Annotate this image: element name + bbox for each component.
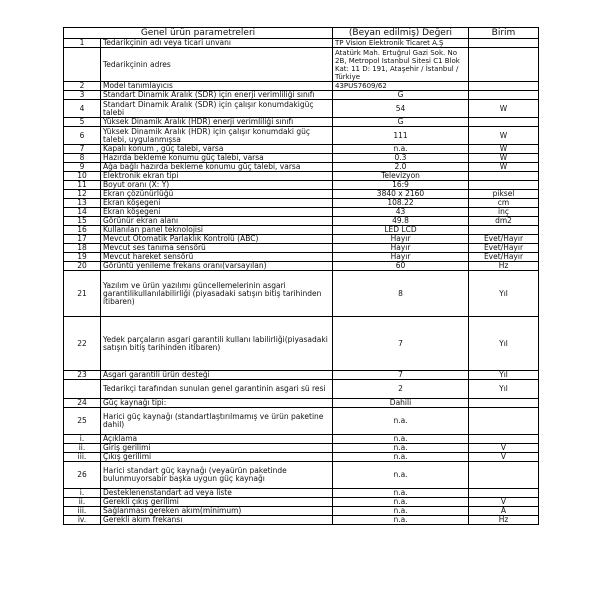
parameter-cell: Ekran köşegeni [101,208,333,217]
parameter-cell: Standart Dinamik Aralık (SDR) için çalışır konumdakigüç talebi [101,100,333,118]
parameter-cell: Model tanımlayıcıs [101,82,333,91]
value-cell: Televizyon [333,172,469,181]
value-cell: n.a. [333,462,469,489]
row-number: iii. [64,507,101,516]
row-number: 20 [64,262,101,271]
unit-cell: W [469,100,539,118]
table-row [64,181,539,190]
value-cell: 108.22 [333,199,469,208]
value-cell: G [333,118,469,127]
row-number: 6 [64,127,101,145]
unit-cell [469,82,539,91]
unit-cell: Hz [469,262,539,271]
row-number: 2 [64,82,101,91]
row-number: 25 [64,408,101,435]
row-number: 1 [64,39,101,48]
value-cell: 2.0 [333,163,469,172]
row-number [64,48,101,82]
value-cell: n.a. [333,516,469,525]
value-cell: n.a. [333,444,469,453]
parameter-cell: Çıkış gerilimi [101,453,333,462]
table-row [64,498,539,507]
row-number: iii. [64,453,101,462]
unit-cell: cm [469,199,539,208]
value-cell: Hayır [333,253,469,262]
value-cell: Hayır [333,244,469,253]
value-cell: G [333,91,469,100]
parameter-cell: Desteklenenstandart ad veya liste [101,489,333,498]
unit-cell: Evet/Hayır [469,244,539,253]
parameter-cell: Standart Dinamik Aralık (SDR) için enerji verimliliği sınıfı [101,91,333,100]
parameter-cell: Tedarikçinin adı veya ticari unvanı [101,39,333,48]
unit-cell [469,489,539,498]
row-number: 7 [64,145,101,154]
table-row [64,235,539,244]
unit-cell: V [469,453,539,462]
table-row [64,435,539,444]
row-number: 10 [64,172,101,181]
unit-cell [469,172,539,181]
parameter-cell: Sağlanması gereken akım(minimum) [101,507,333,516]
row-number: 21 [64,271,101,317]
unit-cell [469,118,539,127]
parameter-cell: Güç kaynağı tipi: [101,399,333,408]
value-cell: n.a. [333,498,469,507]
unit-cell: dm2 [469,217,539,226]
table-row [64,462,539,489]
parameter-cell: Giriş gerilimi [101,444,333,453]
header-unit: Birim [469,28,539,39]
unit-cell [469,91,539,100]
table-row [64,253,539,262]
unit-cell: inç [469,208,539,217]
value-cell: 54 [333,100,469,118]
table-row [64,380,539,399]
table-row [64,371,539,380]
row-number: 15 [64,217,101,226]
table-row [64,163,539,172]
unit-cell: Evet/Hayır [469,235,539,244]
parameter-cell: Mevcut ses tanıma sensörü [101,244,333,253]
parameter-cell: Kapalı konum , güç talebi, varsa [101,145,333,154]
table-row [64,262,539,271]
table-row [64,118,539,127]
row-number: 3 [64,91,101,100]
value-cell: 111 [333,127,469,145]
row-number: 5 [64,118,101,127]
unit-cell: piksel [469,190,539,199]
parameter-cell: Yüksek Dinamik Aralık (HDR) için çalışır konumdaki güç talebi, uygulanmışsa [101,127,333,145]
value-cell: n.a. [333,507,469,516]
value-cell: TP Vision Elektronik Ticaret A.Ş [333,39,469,48]
header-value: (Beyan edilmiş) Değeri [333,28,469,39]
parameter-cell: Boyut oranı (X: Y) [101,181,333,190]
unit-cell: Yıl [469,371,539,380]
parameter-cell: Ekran çözünürlüğü [101,190,333,199]
value-cell: 43PUS7609/62 [333,82,469,91]
row-number: 9 [64,163,101,172]
row-number: 16 [64,226,101,235]
table-row [64,154,539,163]
row-number: 12 [64,190,101,199]
value-cell: 7 [333,317,469,371]
row-number: 19 [64,253,101,262]
value-cell: 7 [333,371,469,380]
table-row [64,226,539,235]
table-row [64,516,539,525]
table-row [64,271,539,317]
unit-cell [469,39,539,48]
row-number: 13 [64,199,101,208]
table-row [64,190,539,199]
unit-cell [469,399,539,408]
row-number: 8 [64,154,101,163]
table-row [64,317,539,371]
row-number: 11 [64,181,101,190]
unit-cell [469,435,539,444]
value-cell: 43 [333,208,469,217]
unit-cell: V [469,498,539,507]
parameter-cell: Mevcut Otomatik Parlaklık Kontrolü (ABC) [101,235,333,244]
header-parameter: Genel ürün parametreleri [64,28,333,39]
unit-cell [469,48,539,82]
value-cell: 49.8 [333,217,469,226]
row-number: i. [64,435,101,444]
table-row [64,199,539,208]
row-number [64,380,101,399]
header-row [64,28,539,39]
parameter-cell: Tedarikçinin adres [101,48,333,82]
value-cell: 16:9 [333,181,469,190]
table-row [64,91,539,100]
parameter-cell: Açıklama [101,435,333,444]
table-row [64,399,539,408]
unit-cell: W [469,163,539,172]
row-number: 18 [64,244,101,253]
value-cell: Dahili [333,399,469,408]
unit-cell [469,226,539,235]
value-cell: 60 [333,262,469,271]
value-cell: n.a. [333,489,469,498]
value-cell: n.a. [333,453,469,462]
parameter-cell: Ekran köşegeni [101,199,333,208]
table-row [64,100,539,118]
row-number: 23 [64,371,101,380]
unit-cell: Yıl [469,380,539,399]
row-number: 22 [64,317,101,371]
value-cell: 2 [333,380,469,399]
row-number: 26 [64,462,101,489]
table-row [64,244,539,253]
value-cell: n.a. [333,408,469,435]
unit-cell: A [469,507,539,516]
parameter-cell: Görünür ekran alanı [101,217,333,226]
value-cell: n.a. [333,435,469,444]
table-row [64,453,539,462]
parameter-cell: Elektronik ekran tipi [101,172,333,181]
parameter-cell: Kullanılan panel teknolojisi [101,226,333,235]
unit-cell [469,408,539,435]
table-row [64,208,539,217]
unit-cell: W [469,145,539,154]
value-cell: LED LCD [333,226,469,235]
row-number: 14 [64,208,101,217]
parameter-cell: Görüntü yenileme frekans oranı(varsayılan) [101,262,333,271]
parameter-cell: Hazırda bekleme konumu güç talebi, varsa [101,154,333,163]
parameter-cell: Tedarikçi tarafından sunulan genel garantinin asgari sü resi [101,380,333,399]
table-row [64,217,539,226]
parameter-cell: Gerekli çıkış gerilimi [101,498,333,507]
table-row [64,172,539,181]
table-row [64,444,539,453]
row-number: 17 [64,235,101,244]
unit-cell: Evet/Hayır [469,253,539,262]
table-row [64,489,539,498]
parameter-cell: Gerekli akım frekansı [101,516,333,525]
table-row [64,127,539,145]
unit-cell: W [469,127,539,145]
value-cell: 8 [333,271,469,317]
parameter-cell: Mevcut hareket sensörü [101,253,333,262]
row-number: 4 [64,100,101,118]
parameter-cell: Harici güç kaynağı (standartlaştırılmamış ve ürün paketine dahil) [101,408,333,435]
parameter-cell: Ağa bağlı hazırda bekleme konumu güç talebi, varsa [101,163,333,172]
product-parameters-table [63,27,539,525]
unit-cell: W [469,154,539,163]
value-cell: 3840 x 2160 [333,190,469,199]
table-row [64,82,539,91]
row-number: iv. [64,516,101,525]
value-cell: Hayır [333,235,469,244]
unit-cell: Hz [469,516,539,525]
unit-cell [469,462,539,489]
parameter-cell: Asgari garantili ürün desteği [101,371,333,380]
unit-cell: V [469,444,539,453]
value-cell: n.a. [333,145,469,154]
table-row [64,408,539,435]
table-row [64,48,539,82]
unit-cell: Yıl [469,271,539,317]
table-row [64,39,539,48]
parameter-cell: Yedek parçaların asgari garantili kullanı labilirliği(piyasadaki satışın bitiş tarihinden itibaren) [101,317,333,371]
table-body [64,39,539,525]
value-cell: Atatürk Mah. Ertuğrul Gazi Sok. No 2B, Metropol Istanbul Sitesi C1 Blok Kat: 11 D: 191, Ataşehir / İstanbul / Türkiye [333,48,469,82]
row-number: ii. [64,498,101,507]
parameter-cell: Yazılım ve ürün yazılımı güncellemelerinin asgari garantilikullanılabilirliği (piyasadaki satışın bitiş tarihinden itibaren) [101,271,333,317]
row-number: 24 [64,399,101,408]
table-row [64,145,539,154]
value-cell: 0.3 [333,154,469,163]
unit-cell: Yıl [469,317,539,371]
parameter-cell: Yüksek Dinamik Aralık (HDR) enerji verimliliği sınıfı [101,118,333,127]
row-number: i. [64,489,101,498]
row-number: ii. [64,444,101,453]
table-row [64,507,539,516]
parameter-cell: Harici standart güç kaynağı (veyaürün paketinde bulunmuyorsabir başka uygun güç kaynağı [101,462,333,489]
unit-cell [469,181,539,190]
